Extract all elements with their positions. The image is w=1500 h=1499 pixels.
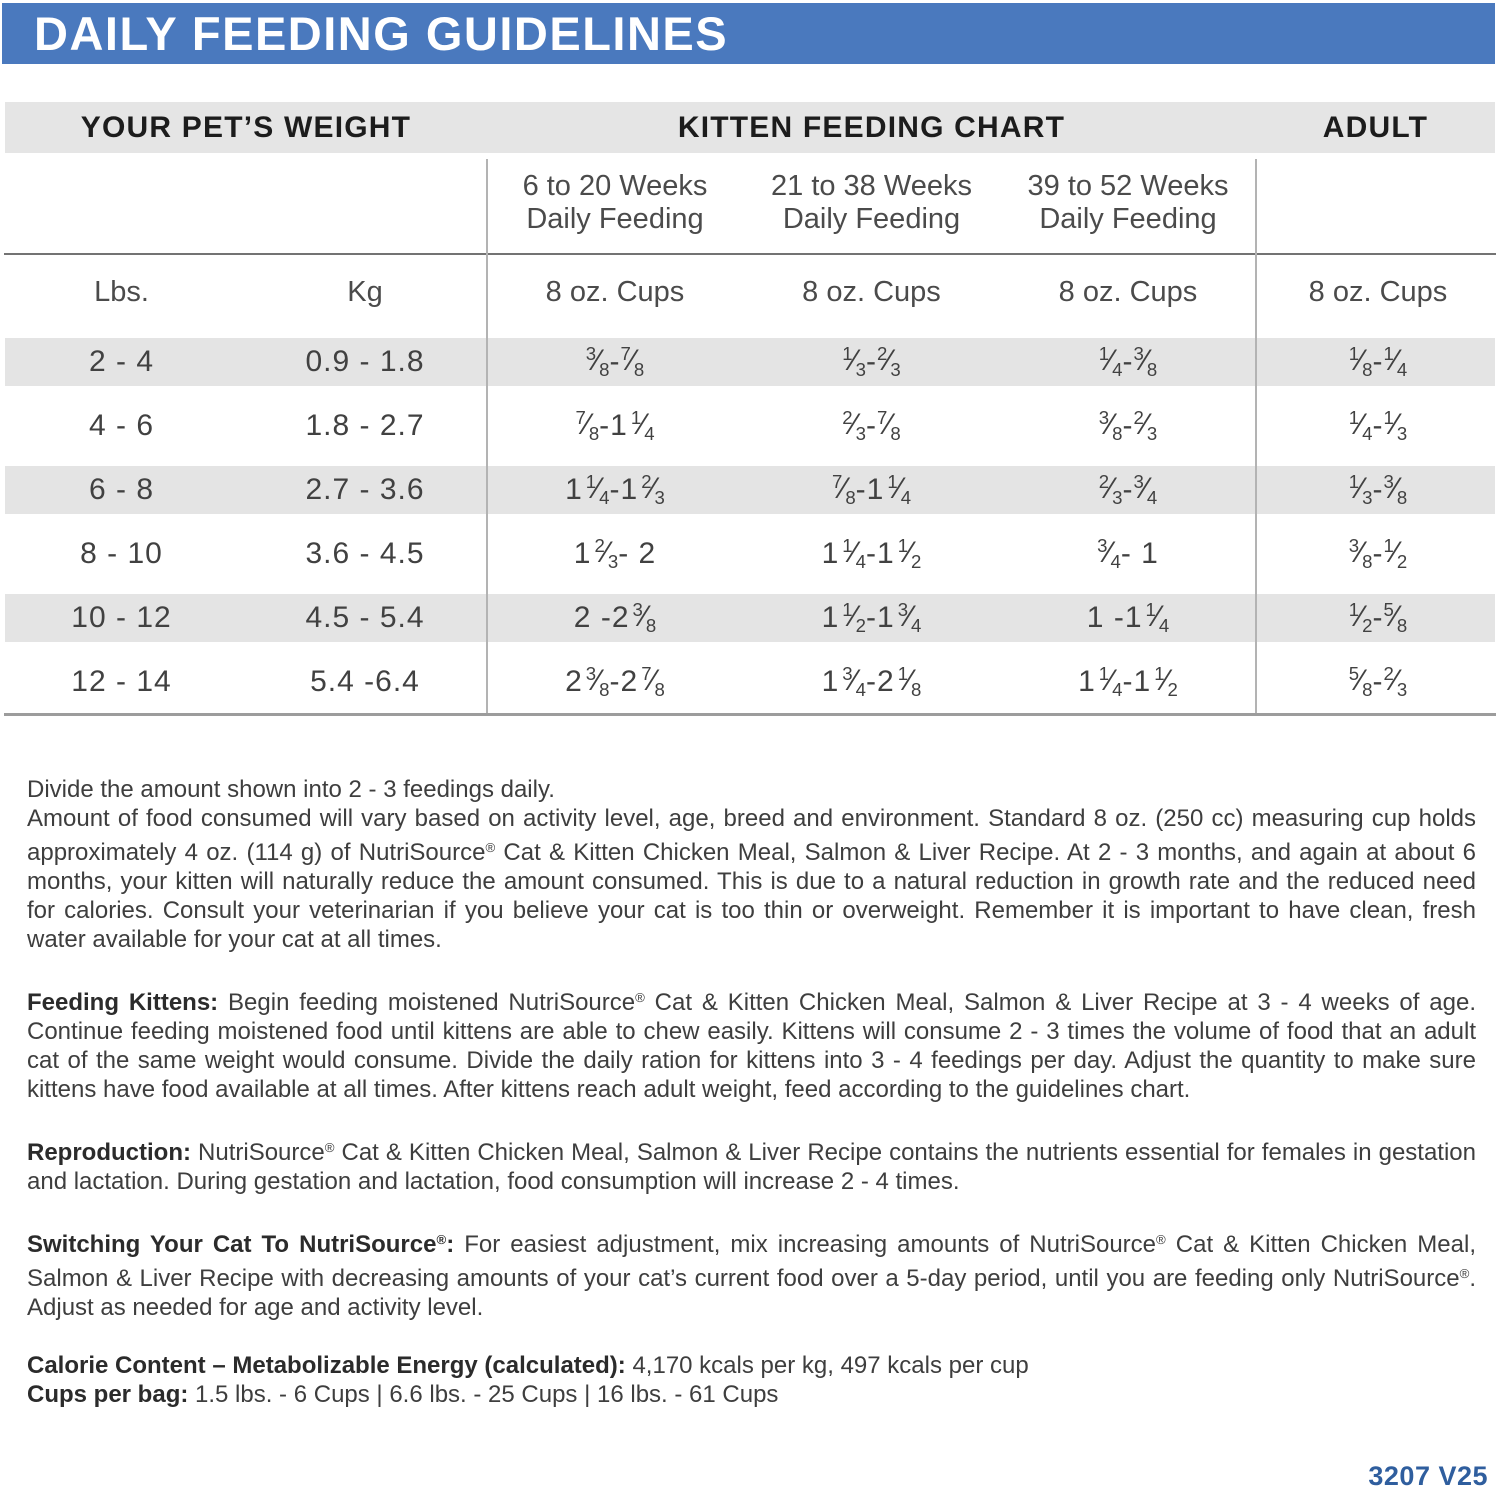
table-divider-vertical-2 [1255, 159, 1257, 713]
age-header-line2: Daily Feeding [1039, 203, 1217, 235]
age-header-line1: 6 to 20 Weeks [522, 170, 708, 202]
column-header-cups: 8 oz. Cups [545, 276, 685, 308]
cell-39-52-weeks: 1 $^1$⁄4 - 1 $^1$⁄2 [1078, 663, 1178, 700]
note-calorie-text: 4,170 kcals per kg, 497 kcals per cup [625, 1351, 1029, 1379]
cell-adult: $^5$⁄8 - $^2$⁄3 [1348, 663, 1408, 700]
cell-lbs: 12 - 14 [71, 665, 172, 698]
table-row [0, 650, 1500, 714]
cell-kg: 4.5 - 5.4 [305, 601, 425, 634]
group-header-weight: YOUR PET’S WEIGHT [80, 110, 412, 144]
table-divider-vertical-1 [486, 159, 488, 713]
column-header-lbs: Lbs. [94, 276, 149, 308]
units-row [0, 255, 1500, 330]
table-row [0, 394, 1500, 458]
age-header-line2: Daily Feeding [526, 203, 704, 235]
note-feeding-kittens-lead: Feeding Kittens: [27, 988, 219, 1016]
cell-kg: 5.4 -6.4 [310, 665, 420, 698]
cell-kg: 0.9 - 1.8 [305, 345, 425, 378]
table-row [0, 458, 1500, 522]
age-header-6-20-weeks [487, 170, 743, 236]
notes-section [0, 775, 1500, 1409]
age-header-row [0, 153, 1500, 253]
note-cups-lead: Cups per bag: [27, 1380, 189, 1408]
age-header-line2: Daily Feeding [782, 203, 961, 235]
table-row [0, 522, 1500, 586]
cell-21-38-weeks: 1 $^1$⁄2 - 1 $^3$⁄4 [821, 599, 922, 636]
age-header-line1: 21 to 38 Weeks [771, 170, 972, 202]
note-feeding-kittens [27, 983, 1476, 1104]
table-rule-bottom [4, 713, 1496, 716]
note-cups-text: 1.5 lbs. - 6 Cups | 6.6 lbs. - 25 Cups | 16 lbs. - 61 Cups [188, 1380, 779, 1408]
table-row [0, 330, 1500, 394]
cell-21-38-weeks: 1 $^3$⁄4 - 2 $^1$⁄8 [821, 663, 922, 700]
cell-6-20-weeks: 2 - 2 $^3$⁄8 [573, 599, 657, 636]
cell-adult: $^1$⁄8 - $^1$⁄4 [1348, 343, 1408, 380]
cell-21-38-weeks: $^7$⁄8 - 1 $^1$⁄4 [831, 471, 912, 508]
page-title: DAILY FEEDING GUIDELINES [34, 7, 729, 60]
cell-adult: $^1$⁄3 - $^3$⁄8 [1348, 471, 1408, 508]
title-bar [2, 3, 1495, 64]
age-header-21-38-weeks [743, 170, 1000, 236]
group-header-adult: ADULT [1322, 110, 1429, 144]
cell-lbs: 6 - 8 [88, 473, 155, 506]
note-cups-per-bag [27, 1380, 1476, 1409]
note-calorie-lead: Calorie Content – Metabolizable Energy (calculated): [27, 1351, 626, 1379]
note-switching-text: For easiest adjustment, mix increasing amounts of NutriSource® Cat & Kitten Chicken Meal, Salmon & Liver Recipe with decreasing amounts of your cat’s current food over a 5-day period, until you are feeding only NutriSource®. Adjust as needed for age and activity level. [27, 1230, 1476, 1321]
column-header-cups: 8 oz. Cups [1058, 276, 1198, 308]
table-row [0, 586, 1500, 650]
cell-21-38-weeks: 1 $^1$⁄4 - 1 $^1$⁄2 [821, 535, 922, 572]
cell-kg: 2.7 - 3.6 [305, 473, 425, 506]
note-reproduction-lead: Reproduction: [27, 1138, 191, 1166]
note-feeding-kittens-text: Begin feeding moistened NutriSource® Cat & Kitten Chicken Meal, Salmon & Liver Recipe at 3 - 4 weeks of age. Continue feeding moistened food until kittens are able to chew easily. Kittens will consume 2 - 3 times the volume of food that an adult cat of the same weight would consume. Divide the daily ration for kittens into 3 - 4 feedings per day. Adjust the quantity to make sure kittens have food available at all times. After kittens reach adult weight, feed according to the guidelines chart. [27, 988, 1476, 1103]
note-switching [27, 1225, 1476, 1322]
feeding-table [0, 102, 1500, 717]
cell-6-20-weeks: $^7$⁄8 - 1 $^1$⁄4 [575, 407, 655, 444]
cell-adult: $^1$⁄4 - $^1$⁄3 [1348, 407, 1408, 444]
note-reproduction-text: NutriSource® Cat & Kitten Chicken Meal, Salmon & Liver Recipe contains the nutrients essential for females in gestation and lactation. During gestation and lactation, food consumption will increase 2 - 4 times. [27, 1138, 1476, 1195]
note-switching-lead: Switching Your Cat To NutriSource®: [27, 1230, 455, 1258]
cell-kg: 3.6 - 4.5 [305, 537, 425, 570]
note-general: Amount of food consumed will vary based on activity level, age, breed and environment. Standard 8 oz. (250 cc) measuring cup holds approximately 4 oz. (114 g) of NutriSource® Cat & Kitten Chicken Meal, Salmon & Liver Recipe. At 2 - 3 months, and again at about 6 months, your kitten will naturally reduce the amount consumed. This is due to a natural reduction in growth rate and the reduced need for calories. Consult your veterinarian if you believe your cat is too thin or overweight. Remember it is important to have clean, fresh water available for your cat at all times. [27, 805, 1477, 953]
cell-39-52-weeks: $^1$⁄4 - $^3$⁄8 [1098, 343, 1158, 380]
cell-lbs: 4 - 6 [88, 409, 155, 442]
cell-adult: $^3$⁄8 - $^1$⁄2 [1348, 535, 1408, 572]
cell-lbs: 8 - 10 [80, 537, 163, 570]
cell-kg: 1.8 - 2.7 [305, 409, 425, 442]
age-header-line1: 39 to 52 Weeks [1027, 170, 1229, 202]
cell-21-38-weeks: $^2$⁄3 - $^7$⁄8 [842, 407, 901, 444]
age-header-39-52-weeks [1000, 170, 1256, 236]
cell-39-52-weeks: $^3$⁄8 - $^2$⁄3 [1098, 407, 1158, 444]
cell-39-52-weeks: $^2$⁄3 - $^3$⁄4 [1098, 471, 1158, 508]
cell-lbs: 10 - 12 [71, 601, 172, 634]
cell-6-20-weeks: $^3$⁄8 - $^7$⁄8 [585, 343, 645, 380]
footer-version-code: 3207 V25 [1368, 1461, 1488, 1491]
cell-6-20-weeks: 1 $^1$⁄4 - 1 $^2$⁄3 [565, 471, 665, 508]
note-reproduction [27, 1133, 1476, 1196]
note-intro: Divide the amount shown into 2 - 3 feedings daily. [27, 776, 555, 803]
column-header-kg: Kg [347, 276, 383, 308]
cell-6-20-weeks: 2 $^3$⁄8 - 2 $^7$⁄8 [565, 663, 665, 700]
cell-39-52-weeks: $^3$⁄4 - 1 [1097, 535, 1159, 572]
cell-lbs: 2 - 4 [88, 345, 155, 378]
group-header-kitten: KITTEN FEEDING CHART [677, 110, 1066, 144]
table-group-header-band [5, 102, 1495, 153]
cell-adult: $^1$⁄2 - $^5$⁄8 [1348, 599, 1408, 636]
column-header-cups: 8 oz. Cups [802, 276, 941, 308]
cell-6-20-weeks: 1 $^2$⁄3 - 2 [573, 535, 657, 572]
cell-39-52-weeks: 1 - 1 $^1$⁄4 [1086, 599, 1170, 636]
cell-21-38-weeks: $^1$⁄3 - $^2$⁄3 [842, 343, 901, 380]
column-header-cups: 8 oz. Cups [1308, 276, 1448, 308]
note-calorie-content [27, 1351, 1476, 1380]
table-body [0, 330, 1500, 714]
